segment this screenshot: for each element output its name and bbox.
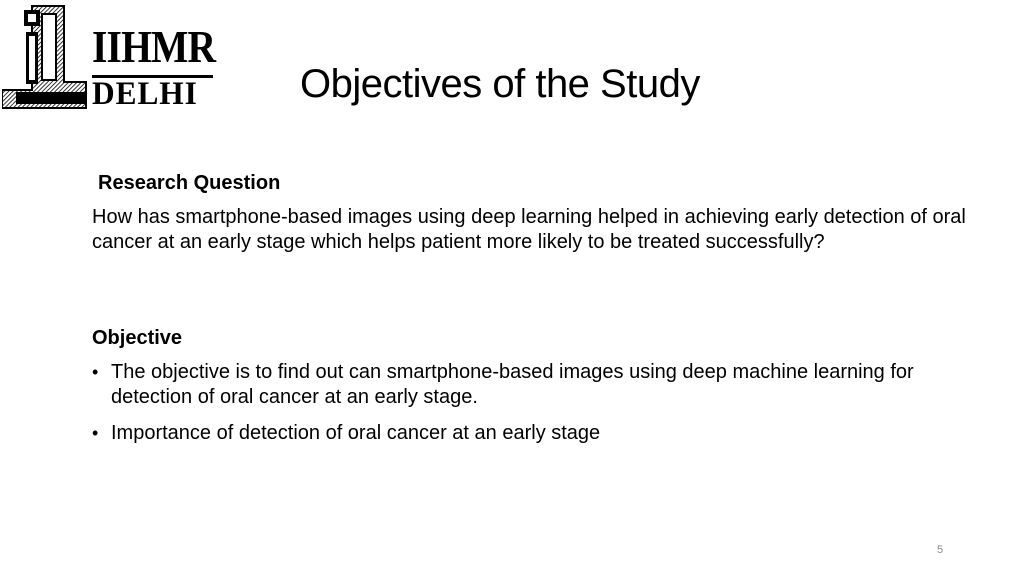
objective-item-text: The objective is to find out can smartphone-based images using deep machine learning for detection of oral cancer at an early stage. xyxy=(111,361,914,408)
research-question-heading: Research Question xyxy=(98,172,281,194)
objective-item xyxy=(92,421,952,446)
bullet-icon: • xyxy=(92,362,99,382)
logo-text-iihmr: IIHMR xyxy=(92,21,216,72)
objective-heading: Objective xyxy=(92,327,183,349)
iihmr-delhi-logo xyxy=(2,4,216,110)
logo-emblem-icon xyxy=(2,4,92,110)
bullet-icon: • xyxy=(92,423,99,443)
research-question-text: How has smartphone-based images using deep learning helped in achieving early detection of oral cancer at an early stage which helps patient more likely to be treated successfully? xyxy=(92,206,966,253)
objective-list xyxy=(92,360,952,457)
slide-title: Objectives of the Study xyxy=(300,62,700,106)
objective-item-text: Importance of detection of oral cancer at an early stage xyxy=(111,422,601,444)
objective-item xyxy=(92,360,952,410)
logo-text-delhi: DELHI xyxy=(92,76,198,112)
page-number: 5 xyxy=(937,544,944,556)
